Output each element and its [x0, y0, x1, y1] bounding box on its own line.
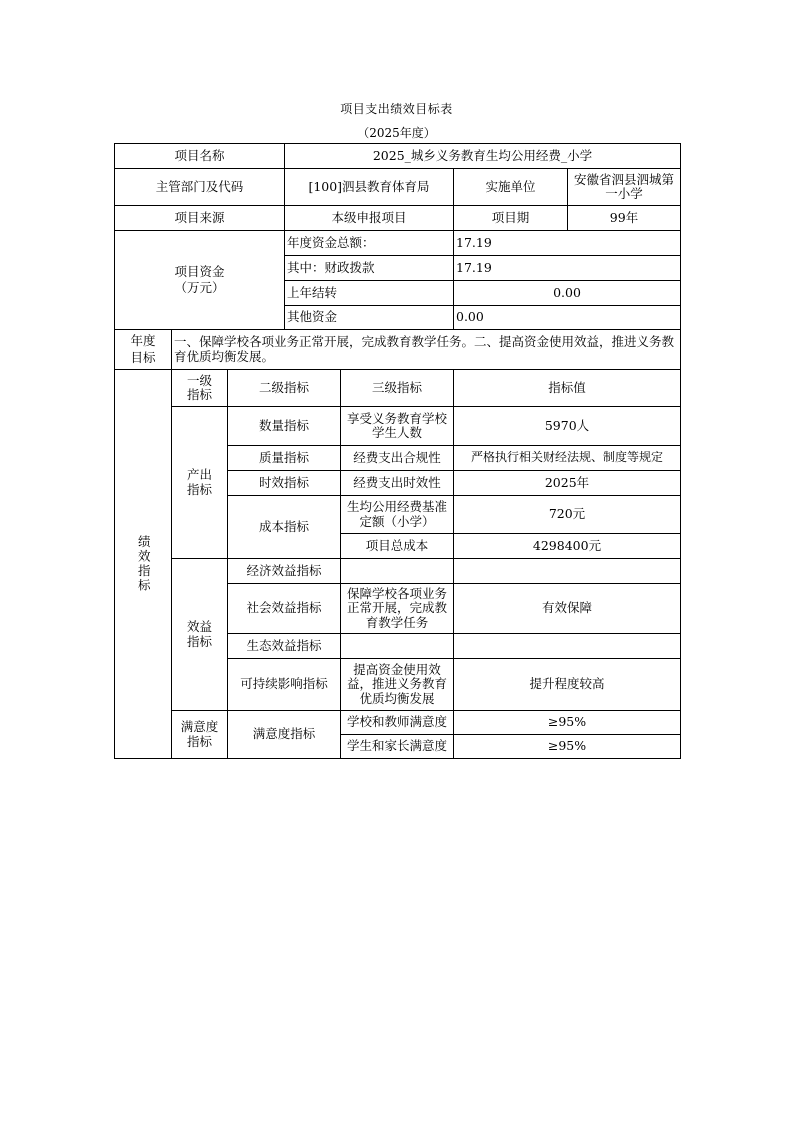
parent-satisfaction-level3: 学生和家长满意度	[346, 738, 447, 754]
implementing-unit-value: 安徽省泗县泗城第一小学	[573, 171, 674, 201]
funds-carryover-value: 0.00	[553, 284, 581, 300]
teacher-satisfaction-level3: 学校和教师满意度	[346, 714, 447, 730]
header-level2: 二级指标	[258, 379, 309, 395]
cost-standard-level3: 生均公用经费基准定额（小学）	[346, 499, 447, 529]
project-name-label: 项目名称	[174, 147, 225, 163]
funds-other-label: 其他资金	[287, 309, 338, 325]
cost-total-value: 4298400元	[532, 537, 602, 553]
cost-standard-value: 720元	[548, 506, 586, 522]
funds-total-label: 年度资金总额：	[287, 234, 375, 250]
timeliness-level3: 经费支出时效性	[353, 474, 441, 490]
header-level1: 一级指标	[186, 372, 212, 402]
social-benefit-value: 有效保障	[541, 600, 592, 616]
timeliness-value: 2025年	[544, 474, 590, 490]
benefit-indicators-label: 效益指标	[186, 619, 212, 649]
cost-indicator: 成本指标	[258, 518, 309, 534]
economic-benefit-value	[453, 558, 681, 584]
project-funds-label	[114, 230, 285, 330]
project-period-value: 99年	[609, 209, 639, 225]
timeliness-indicator: 时效指标	[258, 474, 309, 490]
implementing-unit-label: 实施单位	[485, 178, 536, 194]
department-value: [100]泗县教育体育局	[308, 178, 430, 194]
economic-benefit-level3	[340, 558, 454, 584]
parent-satisfaction-value: ≥95%	[547, 738, 587, 754]
funds-carryover-label: 上年结转	[287, 284, 338, 300]
quality-value: 严格执行相关财经法规、制度等规定	[470, 450, 663, 465]
ecological-benefit-value	[453, 633, 681, 659]
performance-indicators-label: 绩效指标	[136, 535, 152, 593]
satisfaction-indicator: 满意度指标	[252, 726, 316, 742]
funds-label-line2: （万元）	[174, 280, 225, 295]
satisfaction-indicators-label: 满意度指标	[180, 719, 219, 749]
quantity-indicator: 数量指标	[258, 417, 309, 433]
social-benefit-level3: 保障学校各项业务正常开展，完成教育教学任务	[346, 585, 447, 630]
quantity-level3: 享受义务教育学校学生人数	[346, 410, 447, 440]
funds-fiscal-label: 其中：财政拨款	[287, 259, 375, 275]
header-level3: 三级指标	[371, 379, 422, 395]
project-period-label: 项目期	[491, 209, 530, 225]
ecological-benefit-indicator: 生态效益指标	[246, 637, 322, 653]
funds-label-line1: 项目资金	[174, 263, 225, 279]
goal-label-line1: 年度	[130, 333, 156, 349]
social-benefit-indicator: 社会效益指标	[246, 600, 322, 616]
funds-total-value: 17.19	[456, 234, 492, 250]
cost-total-level3: 项目总成本	[365, 537, 429, 553]
annual-goal-label	[114, 329, 172, 370]
goal-label-line2: 目标	[130, 349, 156, 365]
quantity-value: 5970人	[544, 417, 590, 433]
quality-level3: 经费支出合规性	[353, 449, 441, 465]
ecological-benefit-level3	[340, 633, 454, 659]
project-name-value: 2025_城乡义务教育生均公用经费_小学	[372, 147, 593, 163]
output-indicators-label: 产出指标	[186, 467, 212, 497]
project-source-value: 本级申报项目	[331, 209, 407, 225]
economic-benefit-indicator: 经济效益指标	[246, 562, 322, 578]
quality-indicator: 质量指标	[258, 449, 309, 465]
project-source-label: 项目来源	[174, 209, 225, 225]
department-label: 主管部门及代码	[155, 178, 244, 194]
annual-goal-text: 一、保障学校各项业务正常开展，完成教育教学任务。二、提高资金使用效益，推进义务教育优质均衡发展。	[174, 334, 675, 364]
document-title: 项目支出绩效目标表	[340, 102, 453, 116]
funds-fiscal-value: 17.19	[456, 259, 492, 275]
header-value: 指标值	[548, 379, 586, 395]
document-subtitle: （2025年度）	[357, 126, 436, 140]
sustainable-impact-level3: 提高资金使用效益，推进义务教育优质均衡发展	[346, 661, 447, 706]
teacher-satisfaction-value: ≥95%	[547, 714, 587, 730]
sustainable-impact-value: 提升程度较高	[529, 676, 605, 692]
funds-other-value: 0.00	[456, 309, 484, 325]
sustainable-impact-indicator: 可持续影响指标	[240, 676, 328, 692]
